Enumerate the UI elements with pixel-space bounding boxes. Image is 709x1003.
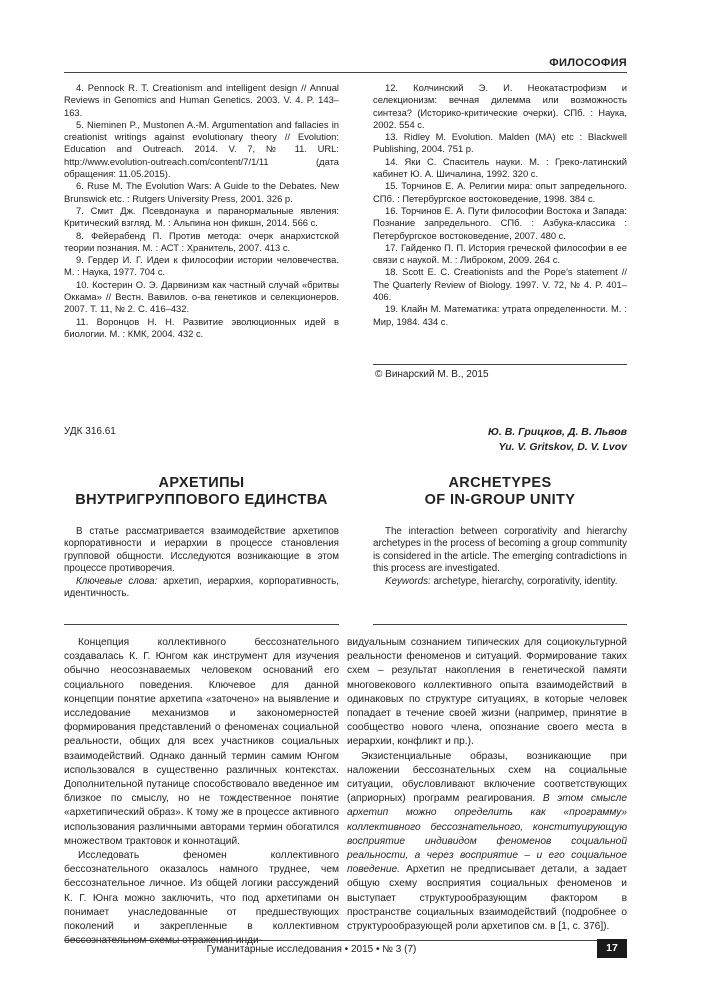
section-name: ФИЛОСОФИЯ (549, 57, 627, 69)
paragraph-text: Архетип не предписывает детали, а задает общую схему восприятия социальных феноменов и выступает структурообразующим фактором в пространстве социальных взаимодействий (подробнее о структурообразующей роли архетипов см. в [1, с. 376]). (347, 864, 627, 933)
authors-ru: Ю. В. Грицков, Д. В. Львов (487, 426, 627, 438)
page-number: 17 (597, 939, 627, 958)
keywords-en (373, 576, 627, 588)
copyright-divider (373, 364, 627, 365)
body-text-right (347, 636, 627, 934)
article-title-en (373, 475, 627, 509)
references-left-column (64, 82, 339, 340)
keywords-ru-label: Ключевые слова: (76, 575, 158, 587)
keywords-en-values: archetype, hierarchy, corporativity, identity. (430, 575, 618, 587)
reference-item: 10. Костерин О. Э. Дарвинизм как частный случай «бритвы Оккама» // Вестн. Вавилов. о-ва генетиков и селекционеров. 2007. Т. 11, № 2. С. 416–432. (64, 278, 339, 315)
body-divider-right (373, 624, 627, 625)
body-text-left (64, 636, 339, 948)
paragraph-text: Экзистенциальные образы, возникающие при наложении бессознательных схем на социальные ситуации, обусловливают включение соответствующих (априорных) программ реагирования. (347, 750, 627, 805)
abstract-ru-text: В статье рассматривается взаимодействие архетипов корпоративности и иерархии в процессе становления групповой общности. Исследуются возникающие в этом процессе противоречия. (64, 526, 339, 575)
reference-item: 8. Фейерабенд П. Против метода: очерк анархистской теории познания. М. : АСТ : Хранитель, 2007. 413 с. (64, 229, 339, 253)
reference-item: 6. Ruse M. The Evolution Wars: A Guide to the Debates. New Brunswick etc. : Rutgers University Press, 2001. 326 p. (64, 180, 339, 204)
title-en-line: ARCHETYPES (448, 475, 552, 491)
title-ru-line: АРХЕТИПЫ (158, 475, 245, 491)
reference-item: 19. Клайн М. Математика: утрата определенности. М. : Мир, 1984. 434 с. (373, 303, 627, 327)
abstract-en (373, 526, 627, 588)
abstract-en-text: The interaction between corporativity and hierarchy archetypes in the process of becoming a group community is considered in the article. The emerging contradictions in this process are investigated. (373, 526, 627, 575)
page-header (64, 52, 627, 73)
reference-item: 9. Гердер И. Г. Идеи к философии истории человечества. М. : Наука, 1977. 704 с. (64, 254, 339, 278)
reference-item: 12. Колчинский Э. И. Неокатастрофизм и селекционизм: вечная дилемма или возможность синтеза? (Историко-критические очерки). СПб. : Наука, 2002. 554 с. (373, 82, 627, 130)
reference-item: 16. Торчинов Е. А. Пути философии Востока и Запада: Познание запредельного. СПб. : Азбука-классика : Петербургское востоковедение, 2007. 480 с. (373, 204, 627, 241)
authors-en: Yu. V. Gritskov, D. V. Lvov (498, 441, 627, 453)
body-divider-left (64, 624, 339, 625)
reference-item: 5. Nieminen P., Mustonen A.-M. Argumentation and fallacies in creationist writings against evolutionary theory // Evolution: Education and Outreach. 2014. V. 7, № 11. URL: http://www.evolution-outreach.com/content/7/1/11 (дата обращения: 11.05.2015). (64, 118, 339, 180)
title-en-line: OF IN-GROUP UNITY (424, 492, 576, 508)
article-title-ru (64, 475, 339, 509)
italic-definition: В этом смысле архетип можно определить как «программу» коллективного бессознательного, конституирующую восприятие индивидом феноменов социальной реальности, а через восприятие – и его социальное поведение. (347, 793, 627, 876)
reference-item: 13. Ridley M. Evolution. Malden (MA) etc : Blackwell Publishing, 2004. 751 p. (373, 131, 627, 155)
reference-item: 14. Яки С. Спаситель науки. М. : Греко-латинский кабинет Ю. А. Шичалина, 1992. 320 с. (373, 155, 627, 180)
references-right-column (373, 82, 627, 328)
journal-footer: Гуманитарные исследования • 2015 • № 3 (7) (206, 944, 417, 955)
reference-item: 15. Торчинов Е. А. Религии мира: опыт запредельного. СПб. : Петербургское востоковедение, 1998. 384 с. (373, 180, 627, 204)
reference-item: 18. Scott E. C. Creationists and the Pope’s statement // The Quarterly Review of Biology. 1997. V. 72, № 4. P. 401–406. (373, 266, 627, 303)
udc-code: УДК 316.61 (64, 426, 116, 437)
keywords-en-label: Keywords: (385, 575, 431, 587)
title-ru-line: ВНУТРИГРУППОВОГО ЕДИНСТВА (75, 492, 328, 508)
reference-item: 4. Pennock R. T. Creationism and intelligent design // Annual Reviews in Genomics and Human Genetics. 2003. V. 4. P. 143–163. (64, 82, 339, 118)
reference-item: 17. Гайденко П. П. История греческой философии в ее связи с наукой. М. : Либроком, 2009. 264 с. (373, 241, 627, 266)
article-authors (488, 425, 627, 455)
abstract-ru (64, 526, 339, 600)
body-paragraph (347, 750, 627, 935)
keywords-ru-values: архетип, иерархия, корпоративность, идентичность. (64, 575, 339, 600)
body-paragraph: Исследовать феномен коллективного бессознательного оказалось намного труднее, чем бессознательное личное. Из общей логики рассуждений К. Г. Юнга можно заключить, что под архетипами он понимает унаследованные от предшествующих поколений и закрепленные в коллективном бессознательном схемы отражения инди- (64, 850, 339, 947)
copyright-notice: © Винарский М. В., 2015 (375, 369, 489, 380)
keywords-ru (64, 576, 339, 601)
body-paragraph: видуальным сознанием типических для социокультурной реальности феноменов и ситуаций. Формирование таких схем – результат накопления в генетической памяти многовекового коллективного опыта взаимодействий в одинаковых по структуре ситуациях, в которые человек попадает в течение своей жизни (например, принятие в сообщество нового члена, опознание своего места в иерархии, конфликт и пр.). (347, 637, 627, 748)
reference-item: 7. Смит Дж. Псевдонаука и паранормальные явления: Критический взгляд. М. : Альпина нон фикшн, 2014. 566 с. (64, 204, 339, 229)
body-paragraph: Концепция коллективного бессознательного создавалась К. Г. Юнгом как инструмент для изучения обычно неосознаваемых человеком оснований его социального поведения. Ключевое для данной концепции понятие архетипа «заточено» на выявление и исследование механизмов и закономерностей формирования представлений о феноменах социальной реальности, общих для всех участников социальных взаимодействий. Однако данный термин самим Юнгом использовался в существенно различных контекстах. Дополнительной путанице способствовало введенное им близкое по смыслу, но не тождественное понятие «архетипический образ». К тому же в процессе активного использования различными авторами термин обогатился множеством трактовок и коннотаций. (64, 637, 339, 847)
reference-item: 11. Воронцов Н. Н. Развитие эволюционных идей в биологии. М. : КМК, 2004. 432 с. (64, 315, 339, 339)
